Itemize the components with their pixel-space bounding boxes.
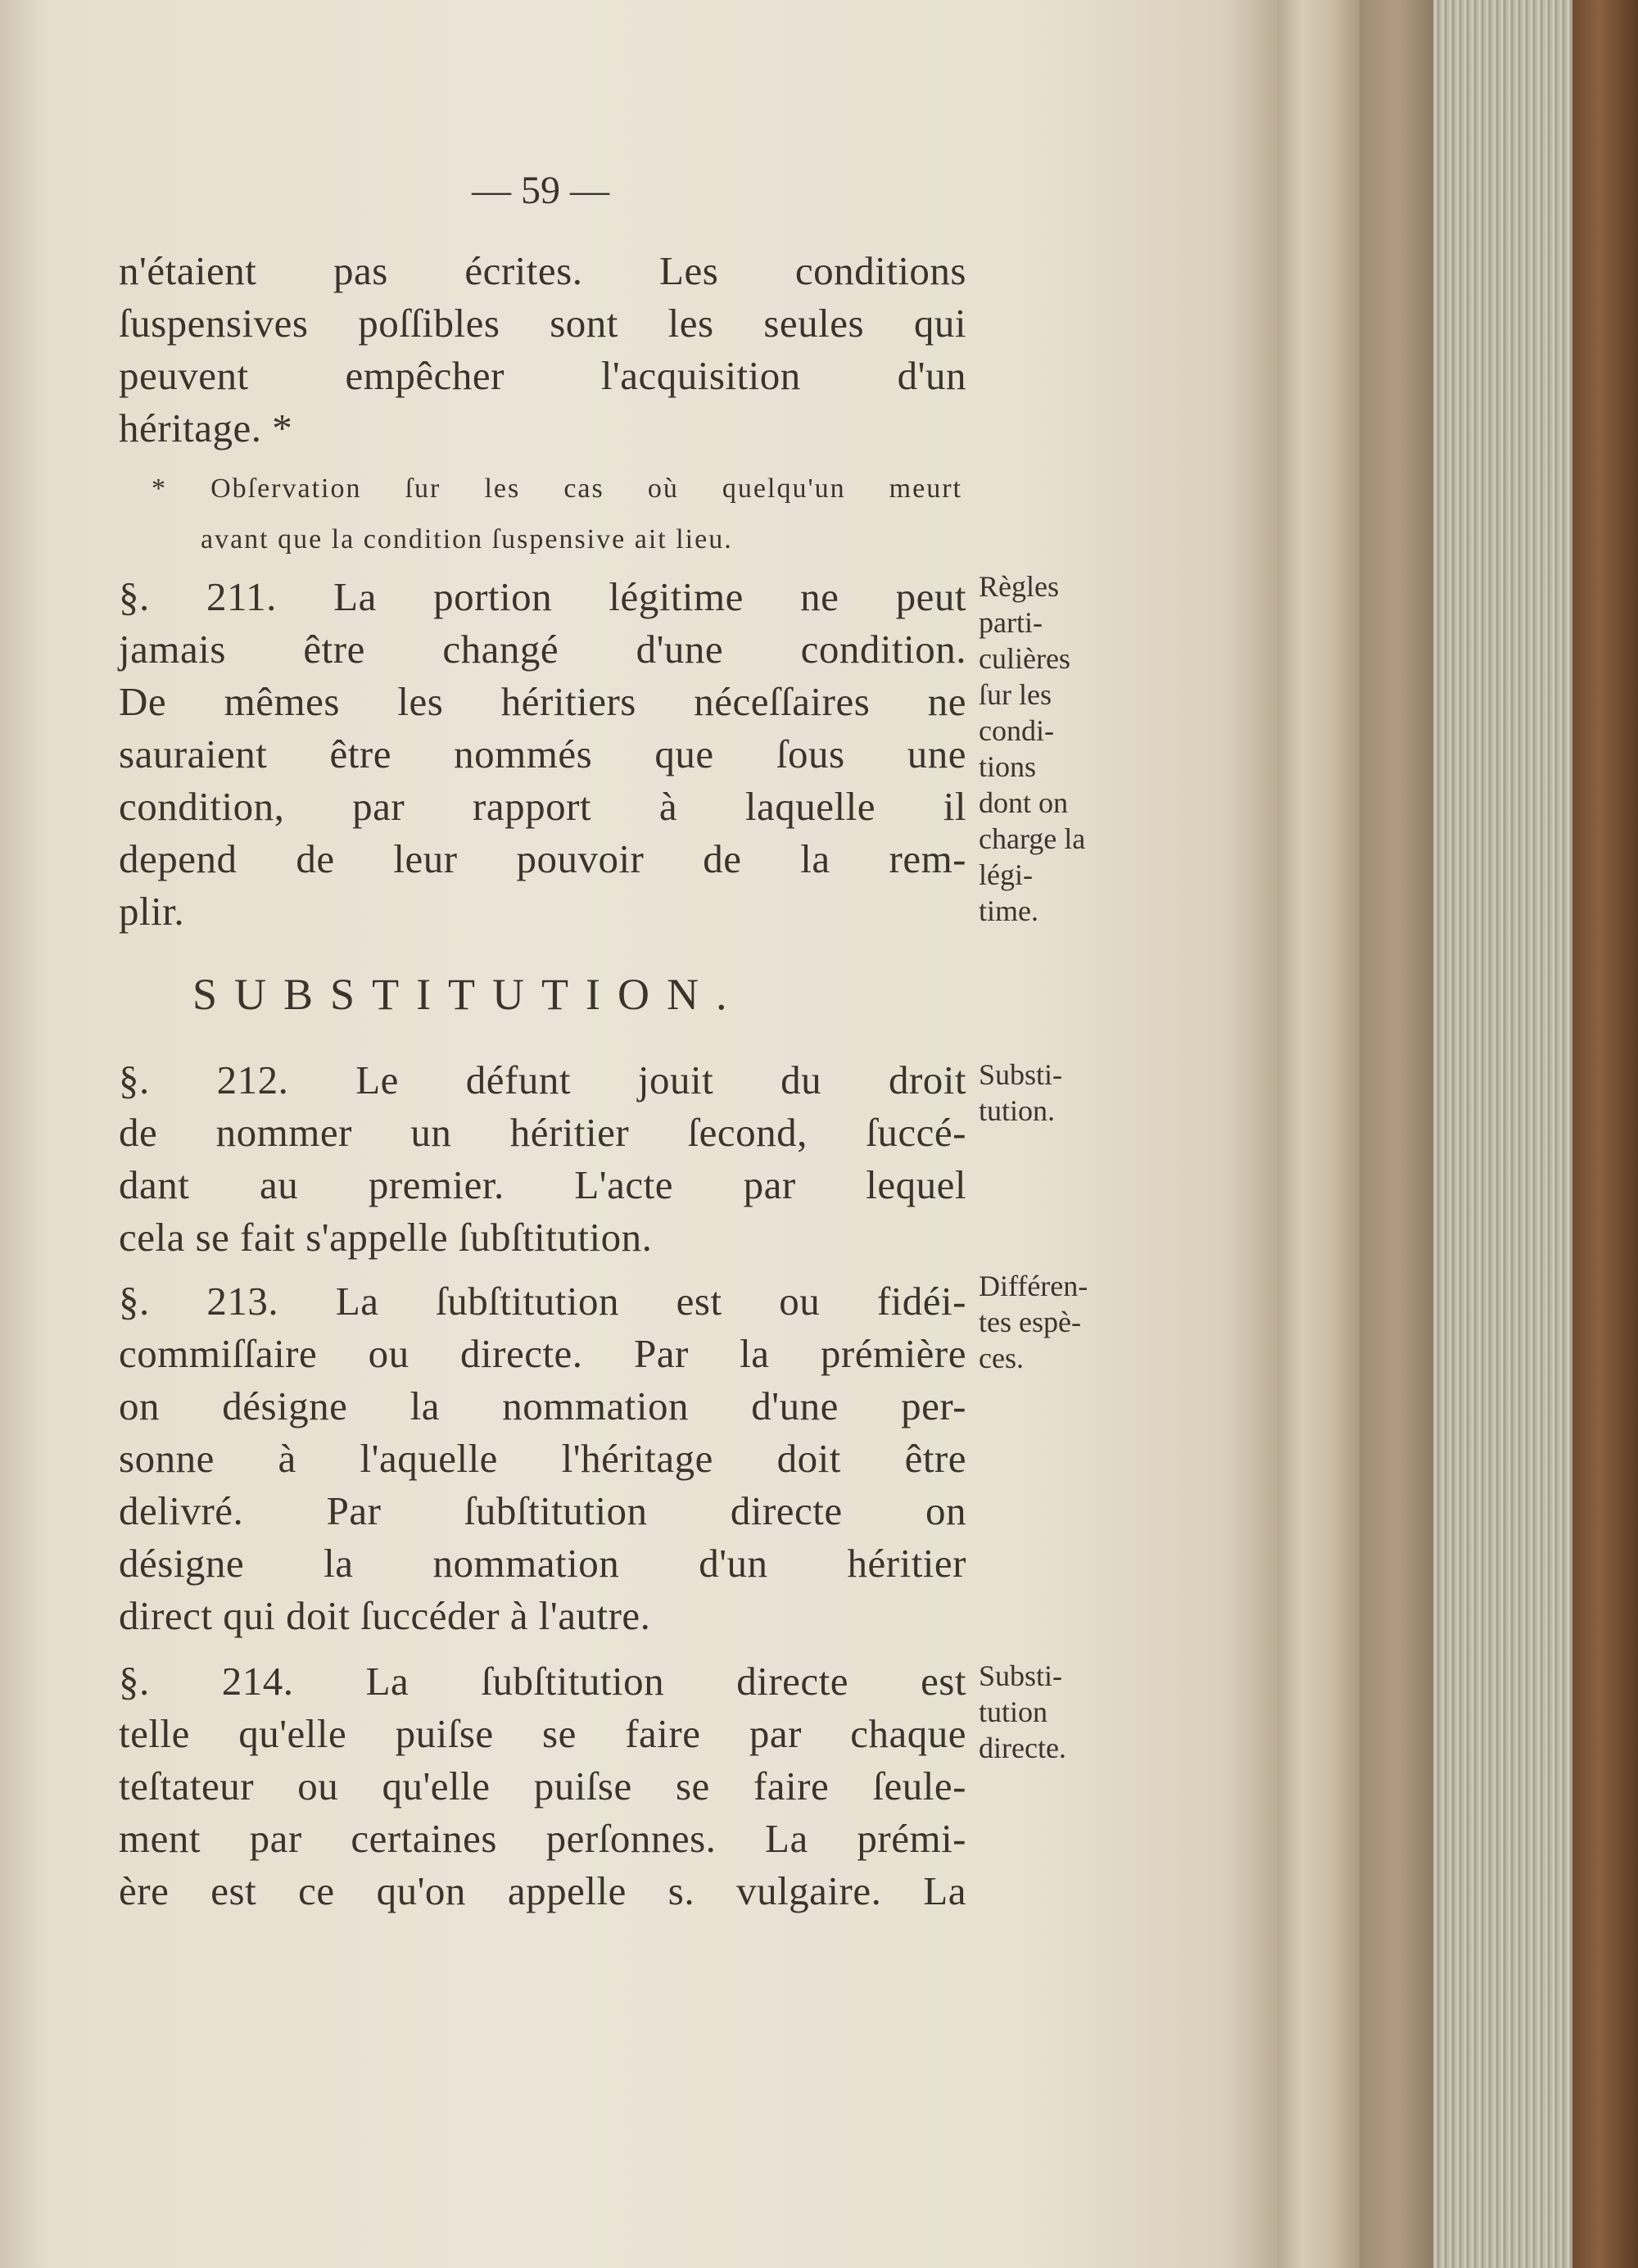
text-line: telle qu'elle puiſse se faire par chaque (119, 1711, 966, 1756)
margin-note: Substi- tution. (979, 1058, 1063, 1127)
footnote-line: avant que la condition ſuspensive ait lieu. (201, 524, 733, 555)
margin-note: Différen- tes espè- ces. (979, 1270, 1088, 1374)
text-line: de nommer un héritier ſecond, ſuccé- (119, 1110, 966, 1155)
text-line: sauraient être nommés que ſous une (119, 731, 966, 776)
text-line: ſuspensives poſſibles sont les seules qui (119, 301, 966, 346)
text-line: ment par certaines perſonnes. La prémi- (119, 1816, 966, 1861)
margin-note: Substi- tution directe. (979, 1659, 1066, 1764)
text-line: commiſſaire ou directe. Par la prémière (119, 1331, 966, 1376)
page-number: — 59 — (472, 169, 609, 212)
text-line: on désigne la nommation d'une per- (119, 1383, 966, 1428)
text-line: héritage. * (119, 405, 293, 450)
text-line: sonne à l'aquelle l'héritage doit être (119, 1436, 966, 1481)
text-line: jamais être changé d'une condition. (119, 627, 966, 672)
text-line: désigne la nommation d'un héritier (119, 1541, 966, 1586)
text-line: condition, par rapport à laquelle il (119, 784, 966, 829)
text-line: delivré. Par ſubſtitution directe on (119, 1488, 966, 1533)
text-line: n'étaient pas écrites. Les conditions (119, 248, 966, 293)
text-line: §. 214. La ſubſtitution directe est (119, 1659, 966, 1704)
text-line: direct qui doit ſuccéder à l'autre. (119, 1593, 651, 1638)
text-line: §. 211. La portion légitime ne peut (119, 574, 966, 619)
footnote-line: * Obſervation ſur les cas où quelqu'un meurt (152, 473, 962, 504)
text-line: De mêmes les héritiers néceſſaires ne (119, 679, 966, 724)
text-line: plir. (119, 889, 185, 934)
text-line: depend de leur pouvoir de la rem- (119, 836, 966, 881)
section-heading: SUBSTITUTION. (192, 970, 744, 1019)
margin-note: Règles parti- culières ſur les condi- tions dont on charge la légi- time. (979, 570, 1086, 927)
text-line: dant au premier. L'acte par lequel (119, 1162, 966, 1207)
text-line: peuvent empêcher l'acquisition d'un (119, 353, 966, 398)
text-line: ère est ce qu'on appelle s. vulgaire. La (119, 1868, 966, 1913)
text-line: §. 212. Le défunt jouit du droit (119, 1057, 966, 1102)
text-line: teſtateur ou qu'elle puiſse se faire ſeule- (119, 1763, 966, 1809)
text-line: cela se fait s'appelle ſubſtitution. (119, 1215, 653, 1260)
text-line: §. 213. La ſubſtitution est ou fidéi- (119, 1279, 966, 1324)
